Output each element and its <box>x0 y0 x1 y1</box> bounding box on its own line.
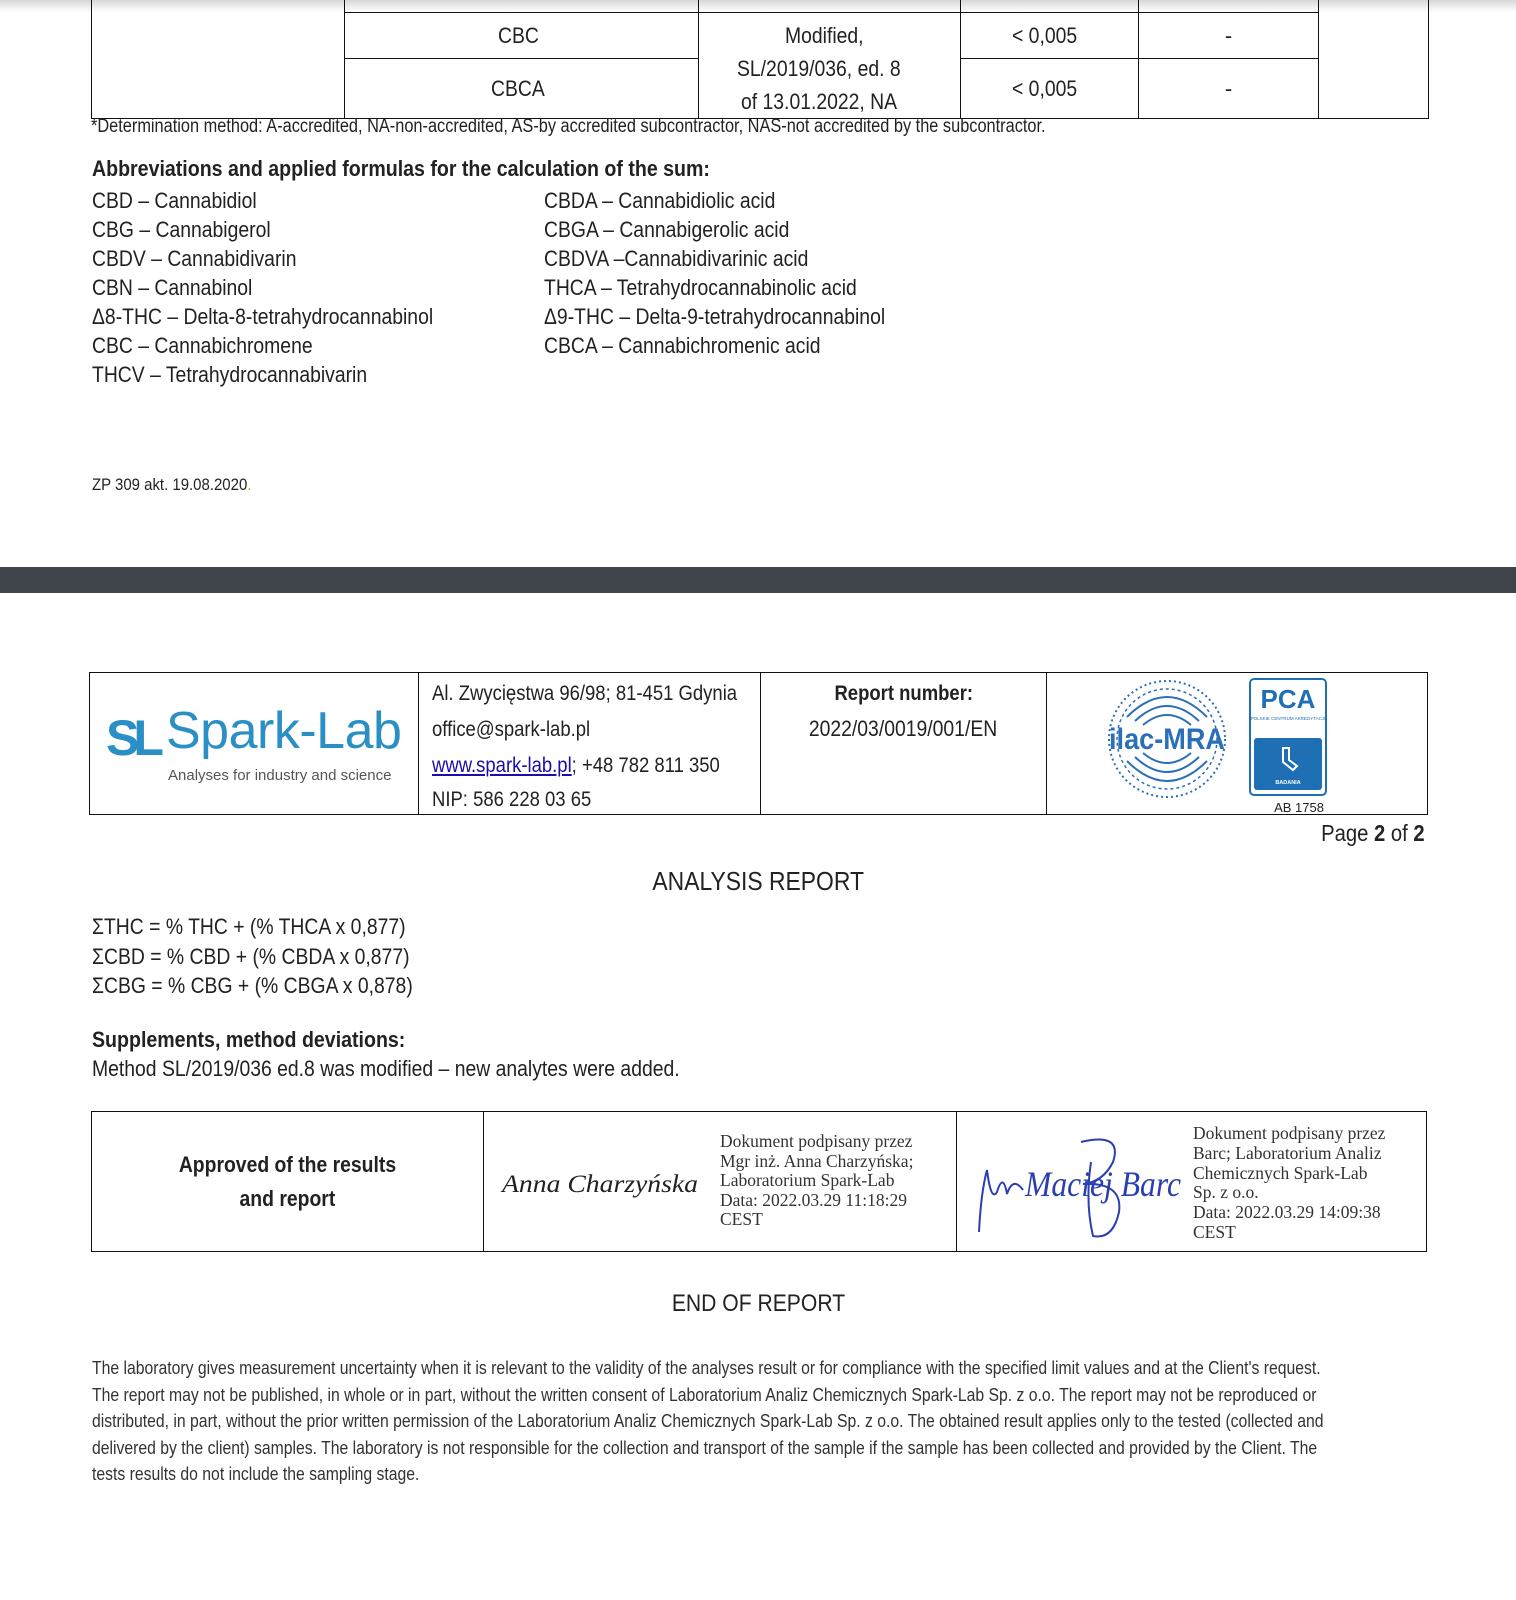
results-table <box>91 0 1429 119</box>
abbreviation-item: CBN – Cannabinol <box>92 275 253 300</box>
signature-maciej-barc <box>973 1132 1183 1242</box>
formula-cbd: ΣCBD = % CBD + (% CBDA x 0,877) <box>92 943 410 969</box>
report-title: ANALYSIS REPORT <box>652 866 864 896</box>
abbreviation-item: Δ9-THC – Delta-9-tetrahydrocannabinol <box>544 304 886 329</box>
abbreviations-left-list <box>92 186 480 389</box>
uncertainty-cbc: - <box>1224 22 1233 48</box>
logo-mark-text: SL <box>106 710 158 766</box>
signer-1-line: Laboratorium Spark-Lab <box>720 1170 895 1190</box>
abbreviation-item: CBC – Cannabichromene <box>92 333 313 358</box>
signer-2-line: Sp. z o.o. <box>1193 1182 1259 1203</box>
results-method-cell <box>699 13 961 119</box>
approval-label-line2: and report <box>239 1185 336 1211</box>
abbreviation-item: CBDV – Cannabidivarin <box>92 246 297 271</box>
disclaimer-line: The report may not be published, in whole or in part, without the written consent of Laboratorium Analiz Chemicznych Spark-Lab Sp. z o.o. The report may not be reproduced or <box>92 1384 1317 1405</box>
signature-2-text: Maciej Barc <box>1024 1164 1182 1204</box>
results-analyte-cell <box>345 59 699 119</box>
method-line: SL/2019/036, ed. 8 <box>736 56 901 81</box>
uncertainty-cbca: - <box>1224 75 1233 101</box>
abbreviation-item: CBDVA –Cannabidivarinic acid <box>544 246 809 271</box>
lab-phone: ; +48 782 811 350 <box>571 754 720 777</box>
disclaimer-line: tests results do not include the sampling stage. <box>92 1464 420 1485</box>
disclaimer-line: The laboratory gives measurement uncertainty when it is relevant to the validity of the analyses result or for compliance with the specified limit values and at the Client's request. <box>92 1358 1321 1378</box>
results-prev-analyte-cell <box>345 0 699 13</box>
signer-1-line: CEST <box>720 1209 763 1229</box>
pca-text: PCA <box>1260 684 1316 714</box>
signature-cell-1 <box>484 1112 957 1252</box>
signer-2-line: CEST <box>1193 1221 1236 1242</box>
approval-label-cell <box>92 1112 484 1252</box>
signature-cell-2 <box>957 1112 1427 1252</box>
lab-nip: NIP: 586 228 03 65 <box>432 788 592 811</box>
report-header <box>89 672 1428 815</box>
lab-website-link[interactable]: www.spark-lab.pl <box>432 754 572 777</box>
signer-1-details <box>720 1132 913 1230</box>
abbreviation-item: CBGA – Cannabigerolic acid <box>544 217 790 242</box>
signer-2-details <box>1193 1124 1385 1243</box>
pca-logo <box>1249 678 1327 796</box>
ilac-mra-text: ilac-MRA <box>1109 723 1225 756</box>
formula-thc: ΣTHC = % THC + (% THCA x 0,877) <box>92 914 406 939</box>
pca-small-text: POLSKIE CENTRUM AKREDYTACJI <box>1250 716 1326 721</box>
disclaimer <box>92 1355 1492 1488</box>
method-line: Modified, <box>784 23 864 48</box>
result-cbca: < 0,005 <box>1012 75 1078 101</box>
logo-tagline: Analyses for industry and science <box>168 767 392 784</box>
lab-email: office@spark-lab.pl <box>432 718 591 741</box>
spark-lab-logo-text: Spark-Lab <box>166 702 402 760</box>
disclaimer-line: delivered by the client) samples. The laboratory is not responsible for the collection and transport of the sample if the sample has been collected and provided by the Client. The <box>92 1437 1318 1458</box>
results-analyte-cell <box>345 13 699 59</box>
abbreviation-item: THCA – Tetrahydrocannabinolic acid <box>544 275 857 300</box>
determination-note: *Determination method: A-accredited, NA-non-accredited, AS-by accredited subcontractor, NAS-not accredited by the subcontractor. <box>91 116 1046 137</box>
abbreviations-right-list <box>544 186 932 360</box>
analyte-cbca: CBCA <box>490 75 545 101</box>
abbreviation-item: CBDA – Cannabidiolic acid <box>544 188 776 213</box>
signer-2-line: Dokument podpisany przez <box>1193 1123 1386 1143</box>
form-code: ZP 309 akt. 19.08.2020 <box>92 475 248 494</box>
results-uncertainty-cell <box>1139 59 1319 119</box>
formula-cbg: ΣCBG = % CBG + (% CBGA x 0,878) <box>92 973 413 998</box>
formulas-list <box>92 912 457 1001</box>
signer-1-line: Data: 2022.03.29 11:18:29 <box>720 1189 907 1210</box>
results-prev-result-cell <box>961 0 1139 13</box>
analyte-cbc: CBC <box>498 22 540 48</box>
pca-badania-text: BADANIA <box>1275 780 1301 786</box>
lab-address: Al. Zwycięstwa 96/98; 81-451 Gdynia <box>432 682 738 705</box>
page-prefix: Page <box>1321 820 1375 846</box>
report-number: 2022/03/0019/001/EN <box>809 716 998 741</box>
abbreviation-item: Δ8-THC – Delta-8-tetrahydrocannabinol <box>92 304 434 329</box>
signer-1-line: Dokument podpisany przez <box>720 1131 913 1151</box>
signer-2-line: Barc; Laboratorium Analiz <box>1193 1142 1382 1163</box>
abbreviation-item: CBG – Cannabigerol <box>92 217 271 242</box>
header-accreditation-cell <box>1047 673 1428 815</box>
signer-2-line: Data: 2022.03.29 14:09:38 <box>1193 1202 1381 1223</box>
end-of-report: END OF REPORT <box>671 1290 845 1317</box>
disclaimer-line: distributed, in part, without the prior written permission of the Laboratorium Analiz Chemicznych Spark-Lab Sp. z o.o. The obtained result applies only to the tested (collected and <box>92 1411 1324 1432</box>
results-prev-uncertainty-cell <box>1139 0 1319 13</box>
page-indicator <box>1307 820 1425 847</box>
signature-anna-charzynska <box>499 1162 702 1207</box>
report-number-label: Report number: <box>834 682 973 705</box>
signature-1-text: Anna Charzyńska <box>499 1171 698 1198</box>
supplements-heading: Supplements, method deviations: <box>92 1027 406 1052</box>
signer-1-line: Mgr inż. Anna Charzyńska; <box>720 1150 914 1171</box>
approval-label-line1: Approved of the results <box>178 1151 397 1177</box>
results-result-cell <box>961 59 1139 119</box>
accreditation-number: AB 1758 <box>1274 800 1324 815</box>
abbreviation-item: CBCA – Cannabichromenic acid <box>544 333 821 358</box>
results-sample-cell <box>92 0 345 119</box>
ilac-mra-logo <box>1107 677 1227 801</box>
page-current: 2 <box>1374 820 1386 846</box>
header-report-cell <box>761 673 1047 815</box>
form-code-dot: . <box>247 475 252 494</box>
page-total: 2 <box>1413 820 1425 846</box>
results-uncertainty-cell <box>1139 13 1319 59</box>
results-prev-method-cell <box>699 0 961 13</box>
abbreviations-heading: Abbreviations and applied formulas for the calculation of the sum: <box>92 156 710 181</box>
supplements-text: Method SL/2019/036 ed.8 was modified – new analytes were added. <box>92 1056 680 1081</box>
approval-table <box>91 1111 1427 1252</box>
spark-lab-logo-mark <box>106 709 158 766</box>
result-cbc: < 0,005 <box>1012 22 1078 48</box>
method-line: of 13.01.2022, NA <box>740 89 897 114</box>
header-contact-cell <box>419 673 761 815</box>
abbreviation-item: THCV – Tetrahydrocannabivarin <box>92 362 368 387</box>
results-extra-cell <box>1319 0 1429 119</box>
header-logo-cell <box>90 673 419 815</box>
results-result-cell <box>961 13 1139 59</box>
page-separator <box>0 567 1516 593</box>
page-of: of <box>1385 820 1414 846</box>
signer-2-line: Chemicznych Spark-Lab <box>1193 1162 1368 1183</box>
abbreviation-item: CBD – Cannabidiol <box>92 188 257 213</box>
